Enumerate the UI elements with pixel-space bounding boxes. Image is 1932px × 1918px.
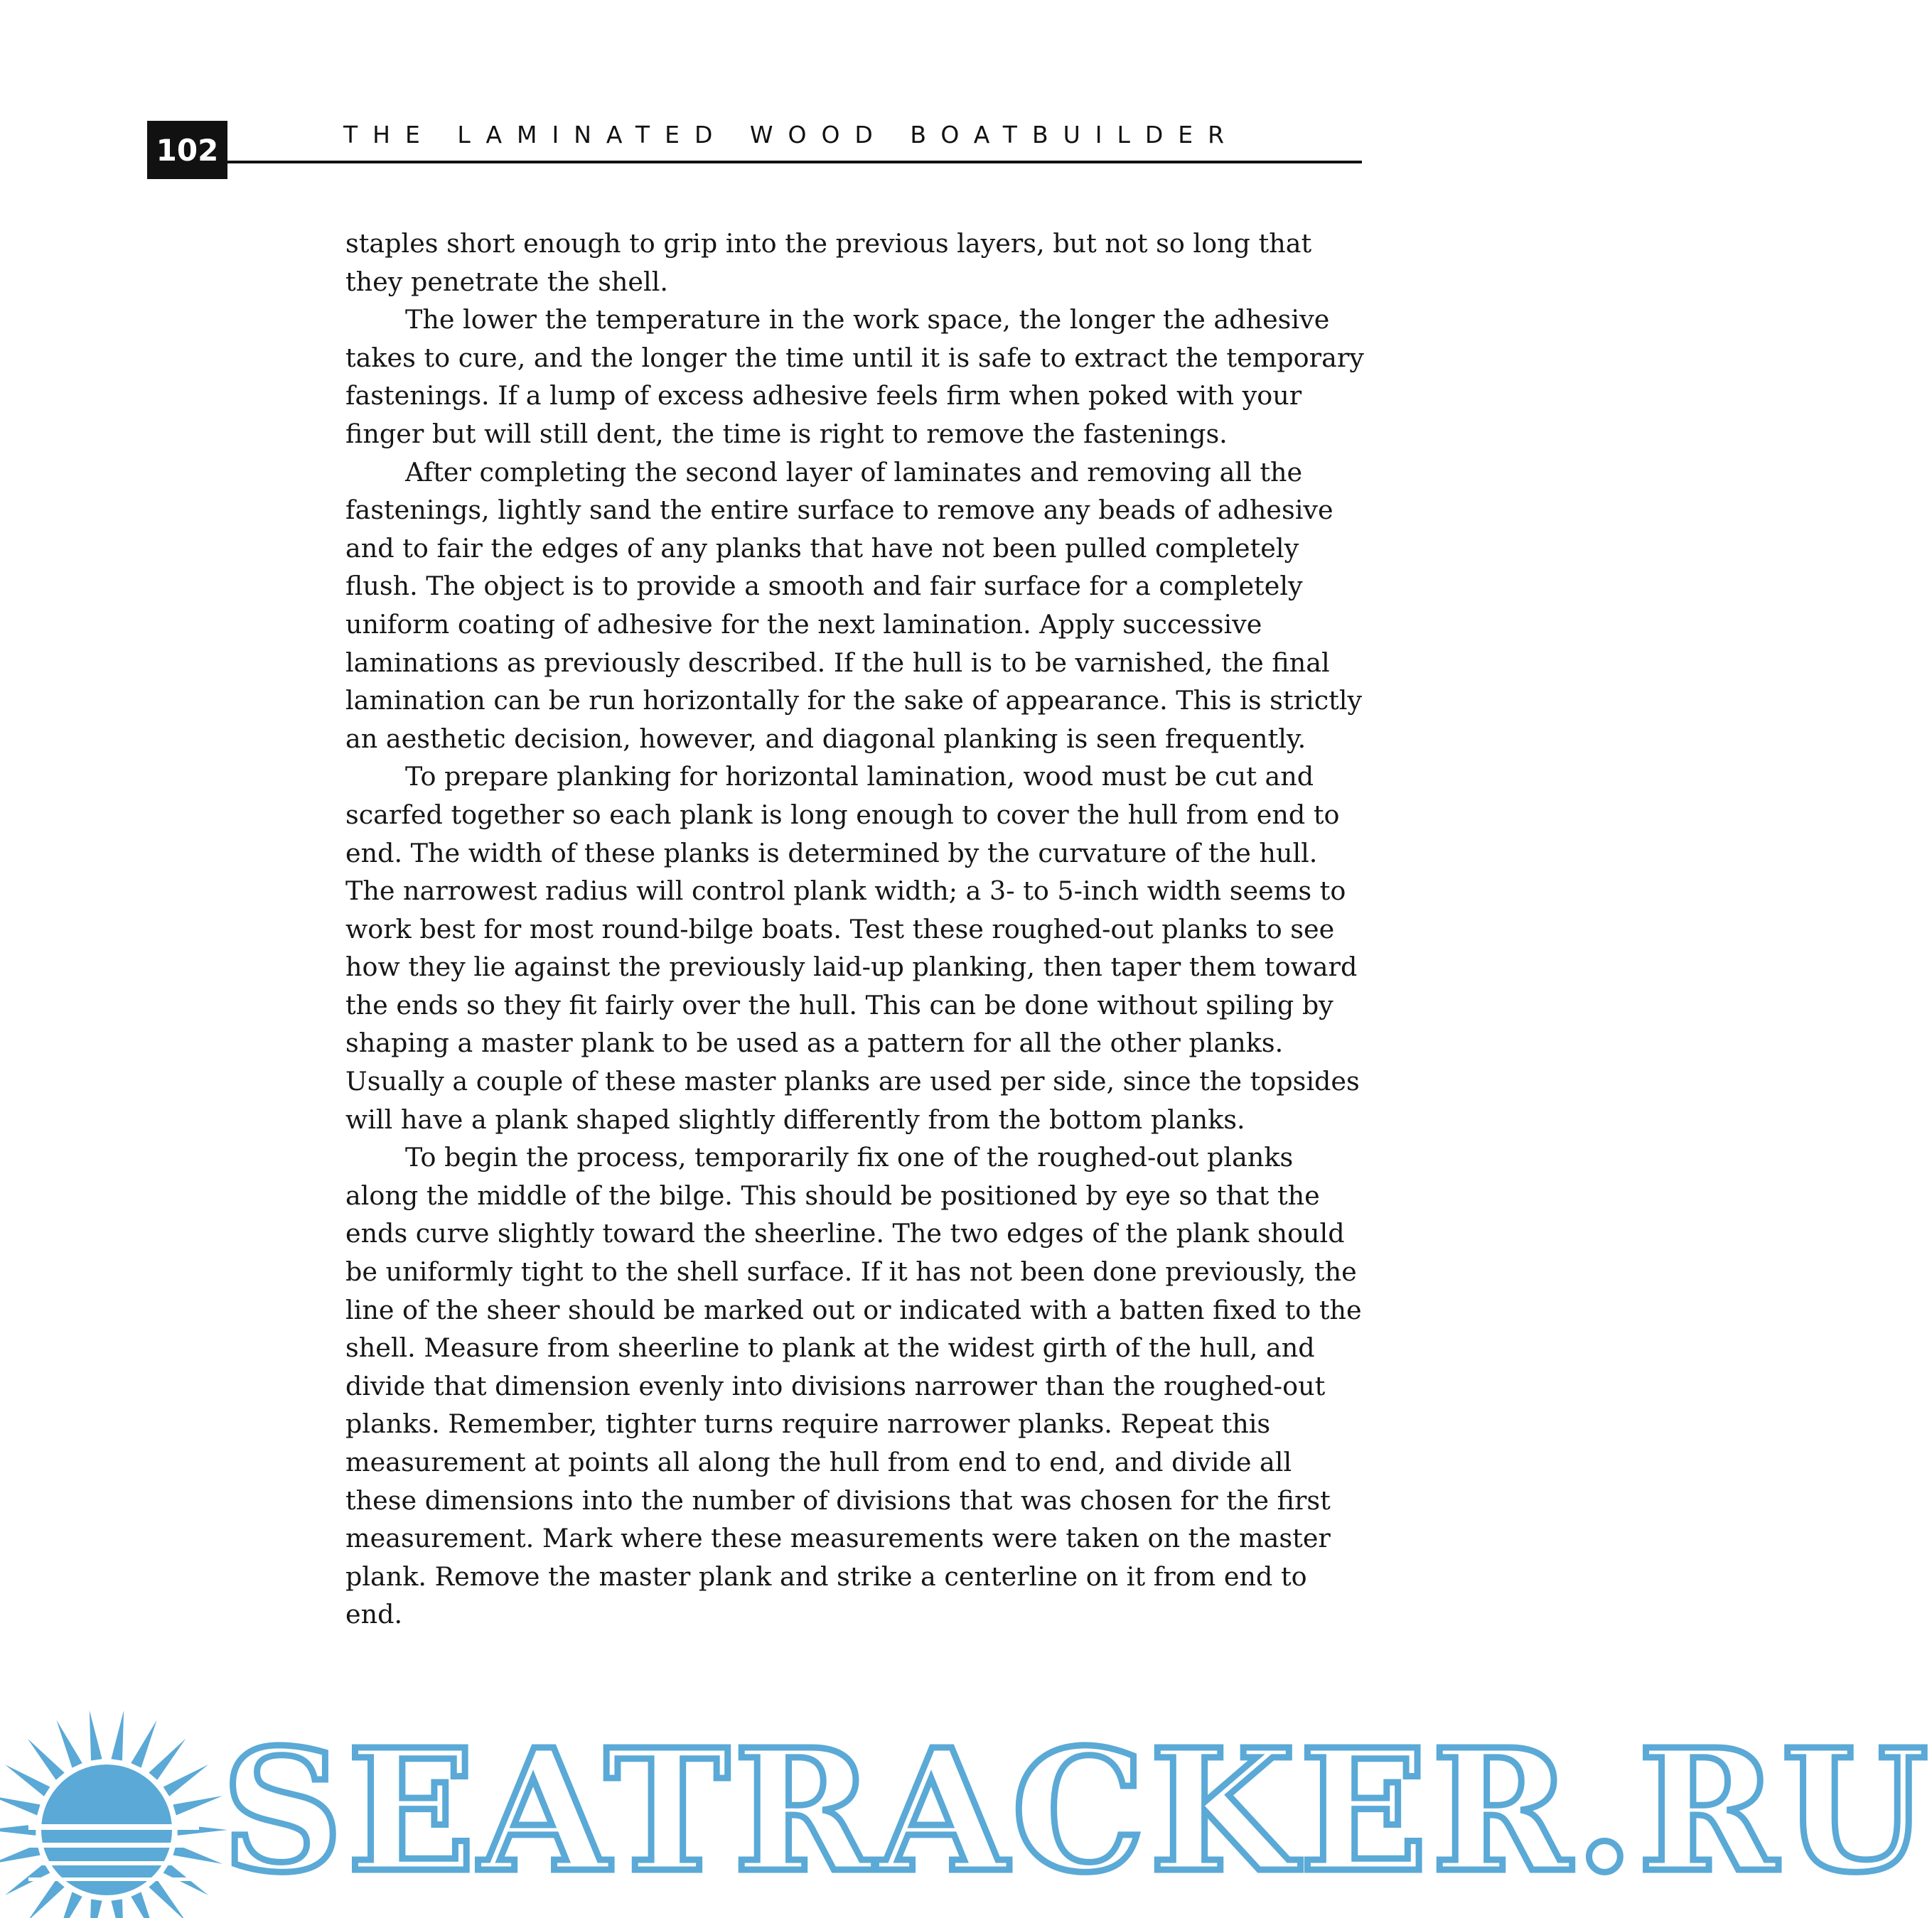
sun-ray bbox=[111, 1710, 124, 1761]
sun-ray bbox=[131, 1720, 156, 1767]
sun-ray bbox=[56, 1720, 82, 1767]
paragraph: To begin the process, temporarily fix one of the roughed-out planks along the middle of the bilge. This should be positioned by eye so that the ends curve slightly toward the sheerline. The two edges of the plank should be uniformly tight to the shell surface. If it has not been done previously, the line of the sheer should be marked out or indicated with a batten fixed to the shell. Measure from sheerline to plank at the widest girth of the hull, and divide that dimension evenly into divisions narrower than the roughed-out planks. Remember, tighter turns require narrower planks. Repeat this measurement at points all along the hull from end to end, and divide all these dimensions into the number of divisions that was chosen for the first measurement. Mark where these measurements were taken on the master plank. Remove the master plank and strike a centerline on it from end to end. bbox=[345, 1142, 1362, 1630]
sun-ray bbox=[131, 1892, 156, 1918]
watermark bbox=[0, 1684, 1932, 1918]
running-title: THE LAMINATED WOOD BOATBUILDER bbox=[343, 121, 1240, 149]
sun-ray bbox=[56, 1892, 82, 1918]
sun-ray bbox=[163, 1765, 208, 1796]
sun-ray bbox=[90, 1710, 102, 1761]
sun-ray bbox=[5, 1765, 50, 1796]
sun-icon bbox=[0, 1684, 235, 1918]
paragraph: staples short enough to grip into the previous layers, but not so long that they penetrate the shell. bbox=[345, 228, 1312, 297]
page-number: 102 bbox=[147, 121, 227, 179]
sun-ray bbox=[0, 1796, 41, 1815]
paragraph: To prepare planking for horizontal lamination, wood must be cut and scarfed together so each plank is long enough to cover the hull from end to end. The width of these planks is determined by the curvature of the hull. The narrowest radius will control plank width; a 3- to 5-inch width seems to work best for most round-bilge boats. Test these roughed-out planks to see how they lie against the previously laid-up planking, then taper them toward the ends so they fit fairly over the hull. This can be done without spiling by shaping a master plank to be used as a pattern for all the other planks. Usually a couple of these master planks are used per side, since the topsides will have a plank shaped slightly differently from the bottom planks. bbox=[345, 761, 1360, 1135]
header-rule bbox=[227, 161, 1362, 163]
sun-ray bbox=[149, 1739, 186, 1780]
sun-ray bbox=[149, 1880, 186, 1918]
sun-ray bbox=[173, 1796, 222, 1815]
sun-ray bbox=[28, 1739, 65, 1780]
watermark-text: SEATRACKER.RU bbox=[222, 1712, 1932, 1909]
sun-ray bbox=[111, 1900, 124, 1918]
sun-ray bbox=[28, 1880, 65, 1918]
paragraph: After completing the second layer of laminates and removing all the fastenings, lightly sand the entire surface to remove any beads of adhesive and to fair the edges of any planks that have not been pulled completely flush. The object is to provide a smooth and fair surface for a completely uniform coating of adhesive for the next lamination. Apply successive laminations as previously described. If the hull is to be varnished, the final lamination can be run horizontally for the sake of appearance. This is strictly an aesthetic decision, however, and diagonal planking is seen frequently. bbox=[345, 456, 1363, 754]
paragraph: The lower the temperature in the work space, the longer the adhesive takes to cure, and the longer the time until it is safe to extract the temporary fastenings. If a lump of excess adhesive feels firm when poked with your finger but will still dent, the time is right to remove the fastenings. bbox=[345, 304, 1364, 449]
body-text bbox=[345, 225, 1369, 1634]
sun-ray bbox=[90, 1900, 102, 1918]
